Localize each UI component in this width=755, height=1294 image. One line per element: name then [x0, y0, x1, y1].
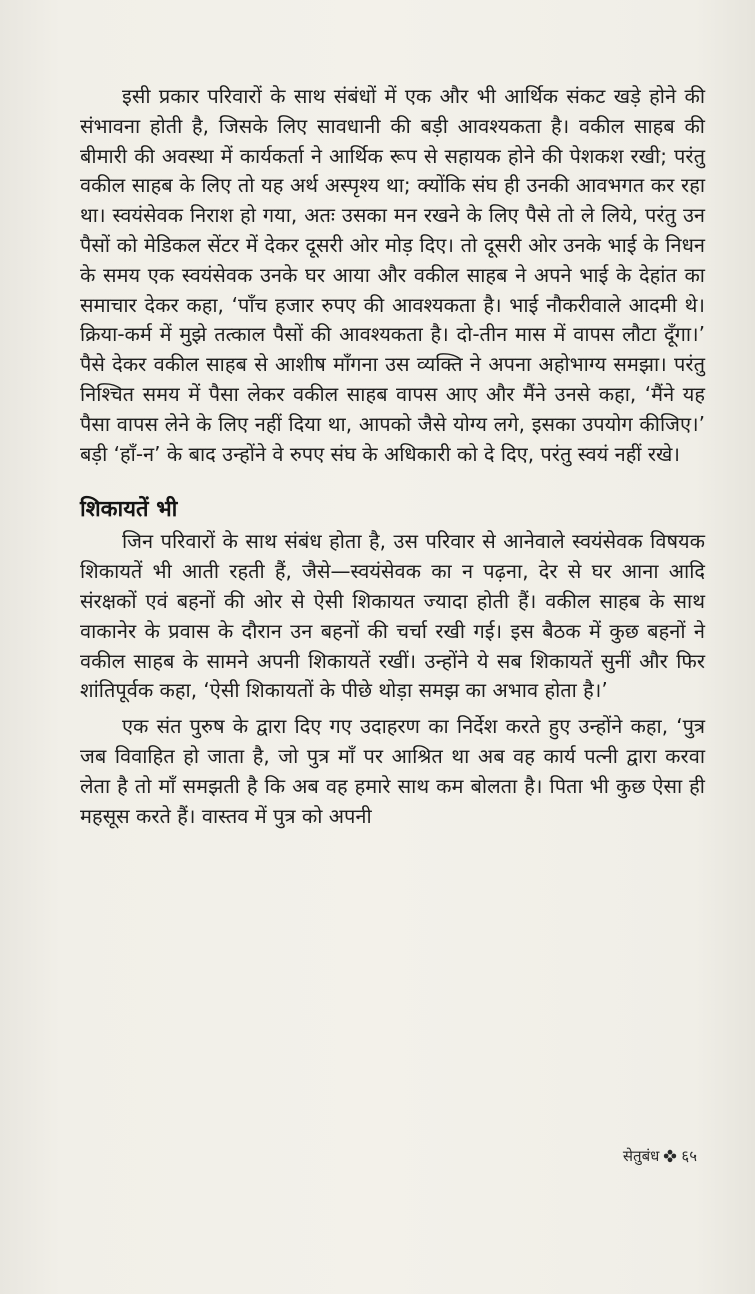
page-footer	[623, 1146, 697, 1166]
section-heading-complaints: शिकायतें भी	[80, 497, 178, 523]
book-title: सेतुबंध	[622, 1147, 660, 1165]
paragraph-complaints: जिन परिवारों के साथ संबंध होता है, उस परिवार से आनेवाले स्वयंसेवक विषयक शिकायतें भी आती रहती हैं, जैसे—स्वयंसेवक का न पढ़ना, देर से घर आना आदि संरक्षकों एवं बहनों की ओर से ऐसी शिकायत ज्यादा होती हैं। वकील साहब के साथ वाकानेर के प्रवास के दौरान उन बहनों की चर्चा रखी गई। इस बैठक में कुछ बहनों ने वकील साहब के सामने अपनी शिकायतें रखीं। उन्होंने ये सब शिकायतें सुनीं और फिर शांतिपूर्वक कहा, ‘ऐसी शिकायतों के पीछे थोड़ा समझ का अभाव होता है।’	[80, 529, 705, 703]
flower-ornament-icon	[663, 1149, 677, 1163]
paragraph-saint-example: एक संत पुरुष के द्वारा दिए गए उदाहरण का निर्देश करते हुए उन्होंने कहा, ‘पुत्र जब विवाहित हो जाता है, जो पुत्र माँ पर आश्रित था अब वह कार्य पत्नी द्वारा करवा लेता है तो माँ समझती है कि अब वह हमारे साथ कम बोलता है। पिता भी कुछ ऐसा ही महसूस करते हैं। वास्तव में पुत्र को अपनी	[80, 714, 705, 828]
page-number: ६५	[681, 1147, 697, 1165]
paragraph-financial-matters: इसी प्रकार परिवारों के साथ संबंधों में एक और भी आर्थिक संकट खड़े होने की संभावना होती है, जिसके लिए सावधानी की बड़ी आवश्यकता है। वकील साहब की बीमारी की अवस्था में कार्यकर्ता ने आर्थिक रूप से सहायक होने की पेशकश रखी; परंतु वकील साहब के लिए तो यह अर्थ अस्पृश्य था; क्योंकि संघ ही उनकी आवभगत कर रहा था। स्वयंसेवक निराश हो गया, अतः उसका मन रखने के लिए पैसे तो ले लिये, परंतु उन पैसों को मेडिकल सेंटर में देकर दूसरी ओर मोड़ दिए। तो दूसरी ओर उनके भाई के निधन के समय एक स्वयंसेवक उनके घर आया और वकील साहब ने अपने भाई के देहांत का समाचार देकर कहा, ‘पाँच हजार रुपए की आवश्यकता है। भाई नौकरीवाले आदमी थे। क्रिया-कर्म में मुझे तत्काल पैसों की आवश्यकता है। दो-तीन मास में वापस लौटा दूँगा।’ पैसे देकर वकील साहब से आशीष माँगना उस व्यक्ति ने अपना अहोभाग्य समझा। परंतु निश्चित समय में पैसा लेकर वकील साहब वापस आए और मैंने उनसे कहा, ‘मैंने यह पैसा वापस लेने के लिए नहीं दिया था, आपको जैसे योग्य लगे, इसका उपयोग कीजिए।’ बड़ी ‘हाँ-न’ के बाद उन्होंने वे रुपए संघ के अधिकारी को दे दिए, परंतु स्वयं नहीं रखे।	[80, 84, 705, 466]
page-body	[80, 82, 705, 831]
